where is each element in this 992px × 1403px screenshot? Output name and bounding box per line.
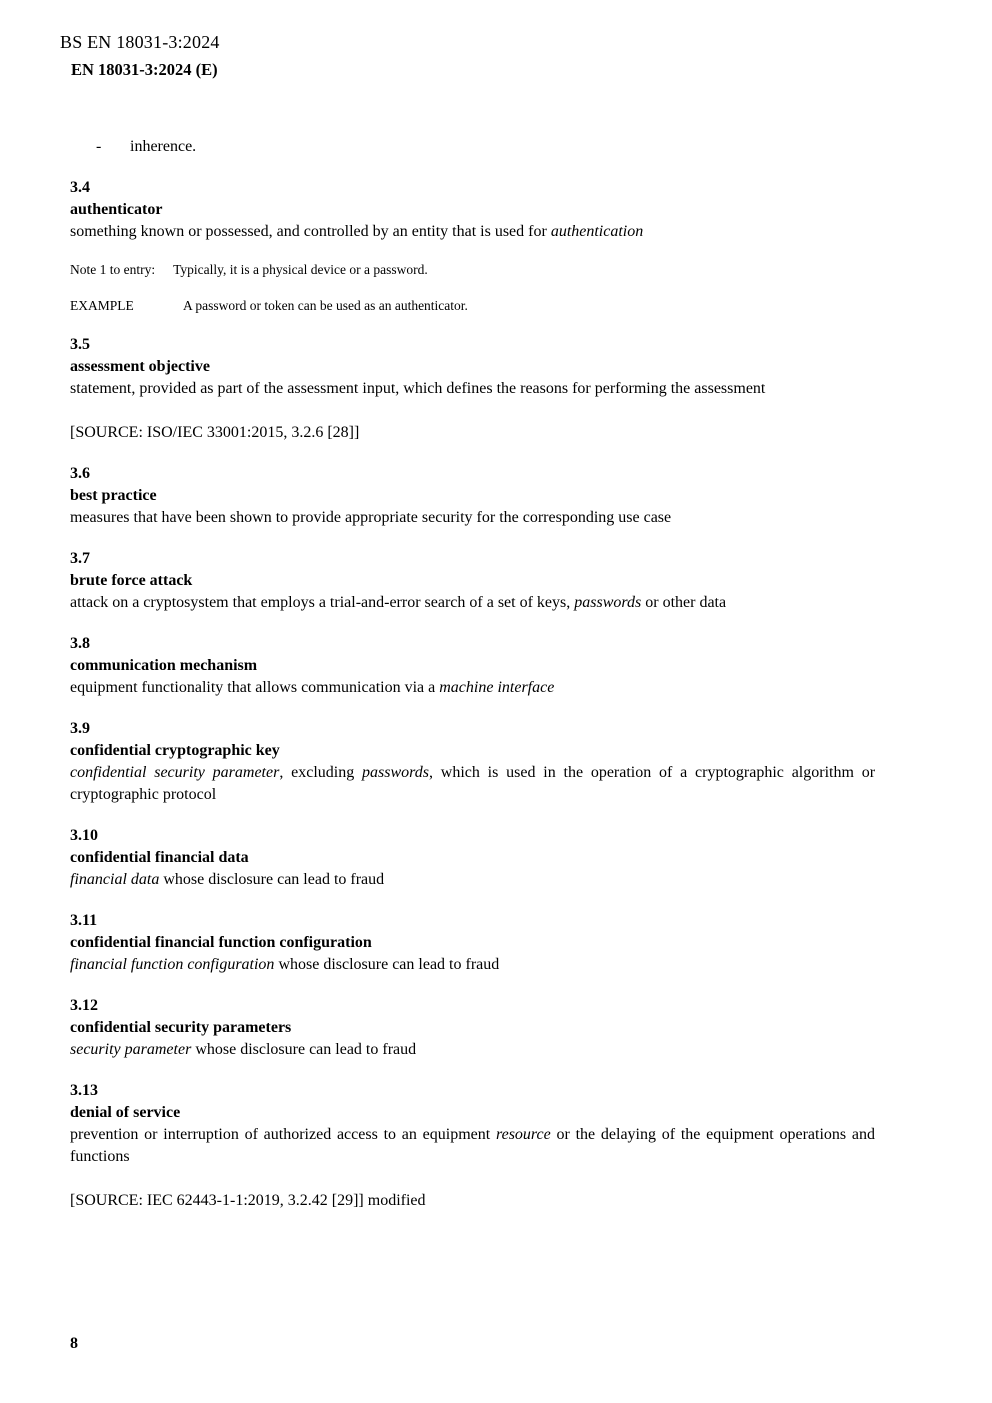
term-number: 3.9 xyxy=(70,720,90,737)
term-definition: attack on a cryptosystem that employs a trial-and-error search of a set of keys, passwords or other data xyxy=(70,594,727,611)
term-entry xyxy=(70,463,875,529)
term-entry xyxy=(70,334,875,444)
page-header xyxy=(0,0,992,82)
term-number: 3.10 xyxy=(70,827,98,844)
standard-reference: BS EN 18031-3:2024 xyxy=(60,32,220,52)
term-name: authenticator xyxy=(70,201,163,218)
term-entry xyxy=(70,548,875,614)
terms-list xyxy=(70,177,875,1212)
term-source: [SOURCE: ISO/IEC 33001:2015, 3.2.6 [28]] xyxy=(70,424,360,441)
page-number: 8 xyxy=(70,1335,78,1352)
term-number: 3.11 xyxy=(70,912,98,929)
term-number: 3.4 xyxy=(70,179,90,196)
term-name: confidential cryptographic key xyxy=(70,742,280,759)
term-definition: security parameter whose disclosure can lead to fraud xyxy=(70,1041,417,1058)
note-text: A password or token can be used as an authenticator. xyxy=(183,298,468,313)
term-name: assessment objective xyxy=(70,358,210,375)
document-reference: EN 18031-3:2024 (E) xyxy=(71,60,218,79)
term-entry xyxy=(70,1080,875,1212)
term-definition: statement, provided as part of the assessment input, which defines the reasons for performing the assessment xyxy=(70,380,766,397)
list-item-inherence xyxy=(96,136,992,158)
term-example xyxy=(70,296,875,315)
note-text: Typically, it is a physical device or a password. xyxy=(173,262,428,277)
term-number: 3.7 xyxy=(70,550,90,567)
term-entry xyxy=(70,177,875,315)
term-entry xyxy=(70,910,875,976)
term-name: confidential security parameters xyxy=(70,1019,292,1036)
term-definition: equipment functionality that allows communication via a machine interface xyxy=(70,679,555,696)
term-number: 3.6 xyxy=(70,465,90,482)
term-definition: financial function configuration whose disclosure can lead to fraud xyxy=(70,956,500,973)
note-label: Note 1 to entry: xyxy=(70,262,156,277)
term-definition: financial data whose disclosure can lead to fraud xyxy=(70,871,385,888)
term-number: 3.13 xyxy=(70,1082,98,1099)
term-entry xyxy=(70,825,875,891)
term-note xyxy=(70,260,875,279)
list-bullet: - xyxy=(96,138,102,155)
term-entry xyxy=(70,995,875,1061)
term-source: [SOURCE: IEC 62443-1-1:2019, 3.2.42 [29]] modified xyxy=(70,1192,426,1209)
term-name: communication mechanism xyxy=(70,657,258,674)
term-number: 3.5 xyxy=(70,336,90,353)
term-definition: measures that have been shown to provide appropriate security for the corresponding use case xyxy=(70,509,672,526)
term-definition: something known or possessed, and controlled by an entity that is used for authentication xyxy=(70,223,644,240)
note-label: EXAMPLE xyxy=(70,298,134,313)
term-definition: confidential security parameter, excluding passwords, which is used in the operation of a cryptographic algorithm or cryptographic protocol xyxy=(70,764,876,803)
term-name: denial of service xyxy=(70,1104,181,1121)
term-number: 3.12 xyxy=(70,997,98,1014)
term-name: confidential financial function configuration xyxy=(70,934,372,951)
term-name: brute force attack xyxy=(70,572,193,589)
term-number: 3.8 xyxy=(70,635,90,652)
term-entry xyxy=(70,633,875,699)
term-name: best practice xyxy=(70,487,157,504)
term-name: confidential financial data xyxy=(70,849,249,866)
term-entry xyxy=(70,718,875,806)
term-definition: prevention or interruption of authorized access to an equipment resource or the delaying of the equipment operations and functions xyxy=(70,1126,875,1165)
list-item-text: inherence. xyxy=(130,138,197,155)
term-notes xyxy=(70,260,875,315)
